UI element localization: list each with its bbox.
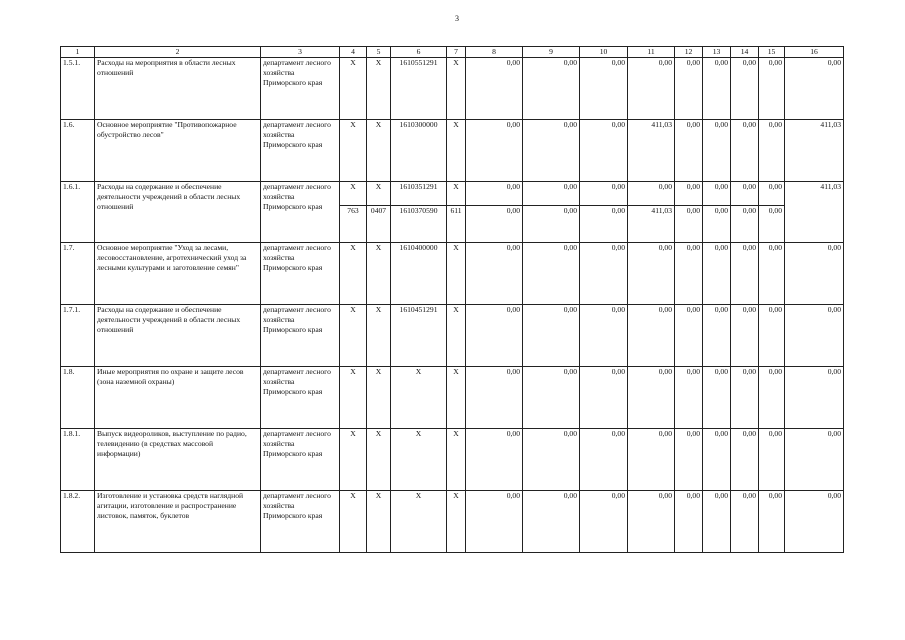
cell-c10: 0,00	[580, 58, 628, 120]
cell-c9: 0,00	[523, 206, 580, 243]
column-number-row	[61, 47, 844, 58]
table-body	[61, 47, 844, 553]
table-row	[61, 367, 844, 429]
table-row	[61, 305, 844, 367]
cell-c4: X	[340, 429, 367, 491]
table-row	[61, 429, 844, 491]
cell-c8: 0,00	[466, 429, 523, 491]
col-header: 14	[731, 47, 759, 58]
col-header: 15	[759, 47, 785, 58]
col-header: 5	[367, 47, 391, 58]
cell-c11: 0,00	[628, 429, 675, 491]
cell-c5: X	[367, 182, 391, 206]
cell-c7: 611	[447, 206, 466, 243]
cell-c5: X	[367, 243, 391, 305]
row-title: Иные мероприятия по охране и защите лесов (зона наземной охраны)	[95, 367, 261, 429]
cell-c11: 411,03	[628, 120, 675, 182]
cell-c15: 0,00	[759, 206, 785, 243]
cell-c13: 0,00	[703, 429, 731, 491]
cell-c14: 0,00	[731, 367, 759, 429]
cell-c12: 0,00	[675, 243, 703, 305]
cell-c7: X	[447, 243, 466, 305]
cell-c16: 0,00	[785, 429, 844, 491]
col-header: 9	[523, 47, 580, 58]
table-row	[61, 182, 844, 206]
cell-c11: 411,03	[628, 206, 675, 243]
row-title: Расходы на содержание и обеспечение деятельности учреждений в области лесных отношений	[95, 182, 261, 243]
cell-c5: X	[367, 367, 391, 429]
cell-c5: X	[367, 305, 391, 367]
cell-c4: X	[340, 182, 367, 206]
cell-c9: 0,00	[523, 305, 580, 367]
cell-c14: 0,00	[731, 429, 759, 491]
cell-c11: 0,00	[628, 367, 675, 429]
cell-c13: 0,00	[703, 58, 731, 120]
cell-c14: 0,00	[731, 305, 759, 367]
cell-c13: 0,00	[703, 206, 731, 243]
row-title: Основное мероприятие "Противопожарное обустройство лесов"	[95, 120, 261, 182]
cell-c15: 0,00	[759, 120, 785, 182]
row-number: 1.7.	[61, 243, 95, 305]
table-row	[61, 120, 844, 182]
cell-c7: X	[447, 367, 466, 429]
cell-c13: 0,00	[703, 120, 731, 182]
cell-c6: 1610451291	[391, 305, 447, 367]
table-row	[61, 491, 844, 553]
row-department: департамент лесного хозяйства Приморского края	[261, 243, 340, 305]
cell-c14: 0,00	[731, 120, 759, 182]
cell-c10: 0,00	[580, 120, 628, 182]
cell-c8: 0,00	[466, 58, 523, 120]
cell-c15: 0,00	[759, 305, 785, 367]
cell-c16: 0,00	[785, 58, 844, 120]
cell-c15: 0,00	[759, 182, 785, 206]
cell-c11: 0,00	[628, 58, 675, 120]
row-number: 1.8.	[61, 367, 95, 429]
row-number: 1.7.1.	[61, 305, 95, 367]
cell-c15: 0,00	[759, 491, 785, 553]
cell-c6: 1610300000	[391, 120, 447, 182]
cell-c12: 0,00	[675, 120, 703, 182]
cell-c9: 0,00	[523, 58, 580, 120]
cell-c5: X	[367, 429, 391, 491]
row-number: 1.8.1.	[61, 429, 95, 491]
row-department: департамент лесного хозяйства Приморского края	[261, 182, 340, 243]
cell-c4: X	[340, 491, 367, 553]
cell-c10: 0,00	[580, 491, 628, 553]
cell-c6: X	[391, 367, 447, 429]
cell-c4: X	[340, 367, 367, 429]
row-number: 1.5.1.	[61, 58, 95, 120]
cell-c7: X	[447, 120, 466, 182]
cell-c7: X	[447, 305, 466, 367]
cell-c16: 411,03	[785, 120, 844, 182]
cell-c15: 0,00	[759, 367, 785, 429]
table-row	[61, 58, 844, 120]
row-department: департамент лесного хозяйства Приморского края	[261, 305, 340, 367]
row-title: Расходы на мероприятия в области лесных отношений	[95, 58, 261, 120]
cell-c12: 0,00	[675, 367, 703, 429]
col-header: 8	[466, 47, 523, 58]
col-header: 12	[675, 47, 703, 58]
cell-c5: X	[367, 120, 391, 182]
cell-c11: 0,00	[628, 182, 675, 206]
cell-c4: 763	[340, 206, 367, 243]
cell-c16: 0,00	[785, 491, 844, 553]
col-header: 4	[340, 47, 367, 58]
cell-c10: 0,00	[580, 367, 628, 429]
row-number: 1.6.	[61, 120, 95, 182]
cell-c10: 0,00	[580, 305, 628, 367]
row-number: 1.8.2.	[61, 491, 95, 553]
cell-c16: 0,00	[785, 243, 844, 305]
cell-c8: 0,00	[466, 243, 523, 305]
cell-c4: X	[340, 243, 367, 305]
row-title: Основное мероприятие "Уход за лесами, лесовосстановление, агротехнический уход за лесными культурами и заготовление семян"	[95, 243, 261, 305]
cell-c10: 0,00	[580, 429, 628, 491]
cell-c15: 0,00	[759, 243, 785, 305]
cell-c13: 0,00	[703, 491, 731, 553]
col-header: 3	[261, 47, 340, 58]
col-header: 6	[391, 47, 447, 58]
cell-c9: 0,00	[523, 491, 580, 553]
row-department: департамент лесного хозяйства Приморского края	[261, 367, 340, 429]
row-title: Выпуск видеороликов, выступление по радио, телевидению (в средствах массовой информации)	[95, 429, 261, 491]
cell-c12: 0,00	[675, 491, 703, 553]
row-department: департамент лесного хозяйства Приморского края	[261, 491, 340, 553]
cell-c13: 0,00	[703, 305, 731, 367]
cell-c4: X	[340, 58, 367, 120]
cell-c11: 0,00	[628, 305, 675, 367]
row-title: Изготовление и установка средств наглядной агитации, изготовление и распространение листовок, памяток, буклетов	[95, 491, 261, 553]
cell-c14: 0,00	[731, 182, 759, 206]
cell-c4: X	[340, 305, 367, 367]
cell-c7: X	[447, 182, 466, 206]
cell-c6: 1610551291	[391, 58, 447, 120]
cell-c12: 0,00	[675, 305, 703, 367]
cell-c10: 0,00	[580, 243, 628, 305]
cell-c12: 0,00	[675, 206, 703, 243]
cell-c4: X	[340, 120, 367, 182]
cell-c8: 0,00	[466, 491, 523, 553]
col-header: 16	[785, 47, 844, 58]
cell-c7: X	[447, 429, 466, 491]
cell-c9: 0,00	[523, 429, 580, 491]
table-row	[61, 243, 844, 305]
cell-c14: 0,00	[731, 243, 759, 305]
cell-c7: X	[447, 491, 466, 553]
col-header: 11	[628, 47, 675, 58]
cell-c8: 0,00	[466, 182, 523, 206]
cell-c5: X	[367, 58, 391, 120]
cell-c16: 0,00	[785, 367, 844, 429]
cell-c8: 0,00	[466, 206, 523, 243]
cell-c13: 0,00	[703, 367, 731, 429]
cell-c14: 0,00	[731, 206, 759, 243]
cell-c12: 0,00	[675, 182, 703, 206]
cell-c11: 0,00	[628, 243, 675, 305]
cell-c14: 0,00	[731, 491, 759, 553]
cell-c8: 0,00	[466, 367, 523, 429]
cell-c15: 0,00	[759, 58, 785, 120]
col-header: 1	[61, 47, 95, 58]
cell-c6: 1610370590	[391, 206, 447, 243]
cell-c5: X	[367, 491, 391, 553]
cell-c8: 0,00	[466, 305, 523, 367]
row-department: департамент лесного хозяйства Приморского края	[261, 120, 340, 182]
col-header: 13	[703, 47, 731, 58]
cell-c12: 0,00	[675, 58, 703, 120]
col-header: 10	[580, 47, 628, 58]
row-number: 1.6.1.	[61, 182, 95, 243]
cell-c6: 1610351291	[391, 182, 447, 206]
row-department: департамент лесного хозяйства Приморского края	[261, 58, 340, 120]
cell-c9: 0,00	[523, 367, 580, 429]
row-department: департамент лесного хозяйства Приморского края	[261, 429, 340, 491]
cell-c9: 0,00	[523, 120, 580, 182]
cell-c11: 0,00	[628, 491, 675, 553]
col-header: 2	[95, 47, 261, 58]
cell-c9: 0,00	[523, 182, 580, 206]
cell-c13: 0,00	[703, 182, 731, 206]
cell-c16: 411,03	[785, 182, 844, 243]
cell-c8: 0,00	[466, 120, 523, 182]
cell-c10: 0,00	[580, 206, 628, 243]
cell-c6: X	[391, 429, 447, 491]
cell-c15: 0,00	[759, 429, 785, 491]
page-number: 3	[455, 14, 459, 23]
cell-c7: X	[447, 58, 466, 120]
cell-c6: 1610400000	[391, 243, 447, 305]
cell-c14: 0,00	[731, 58, 759, 120]
row-title: Расходы на содержание и обеспечение деятельности учреждений в области лесных отношений	[95, 305, 261, 367]
budget-table	[60, 46, 844, 553]
cell-c9: 0,00	[523, 243, 580, 305]
cell-c6: X	[391, 491, 447, 553]
cell-c5: 0407	[367, 206, 391, 243]
cell-c10: 0,00	[580, 182, 628, 206]
col-header: 7	[447, 47, 466, 58]
cell-c12: 0,00	[675, 429, 703, 491]
cell-c13: 0,00	[703, 243, 731, 305]
cell-c16: 0,00	[785, 305, 844, 367]
